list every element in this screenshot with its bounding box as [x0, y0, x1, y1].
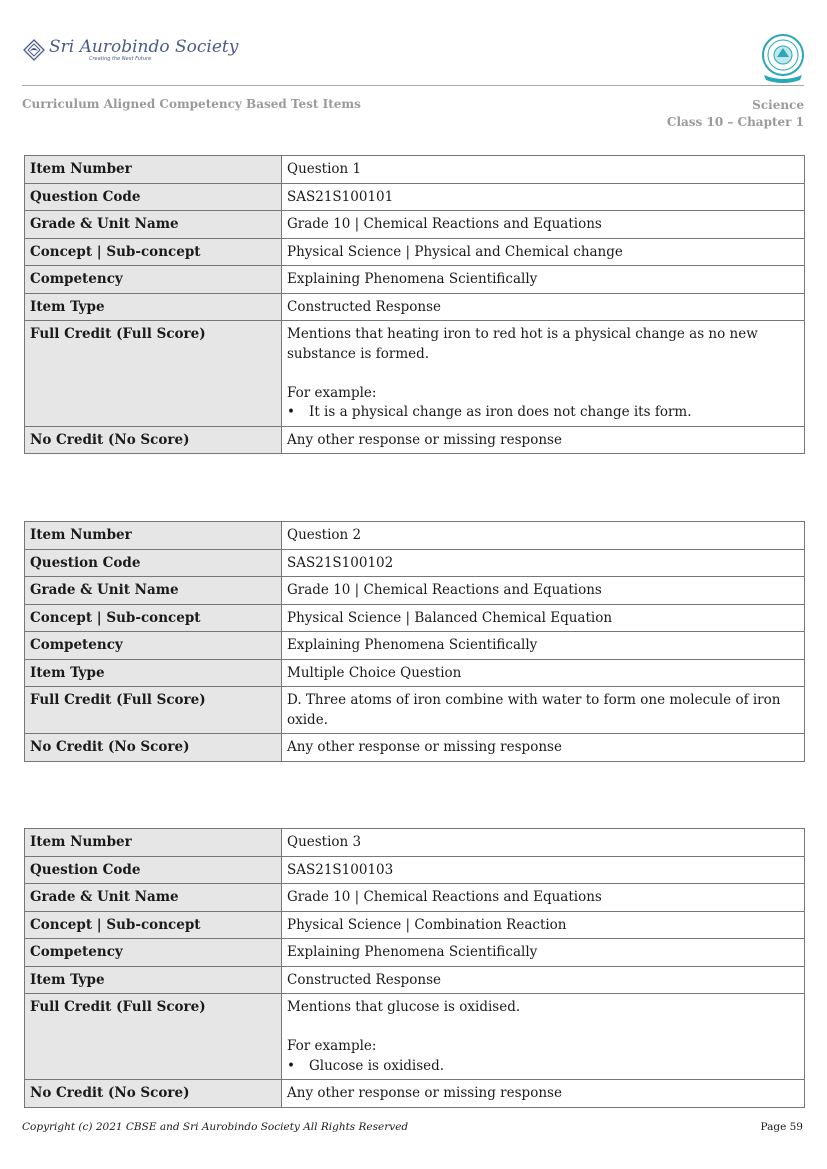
table-row — [25, 1080, 805, 1108]
page-number: Page 59 — [760, 1121, 803, 1133]
lotus-emblem-icon — [22, 38, 46, 62]
no-credit-value: Any other response or missing response — [282, 1080, 805, 1108]
item-type-value: Multiple Choice Question — [282, 659, 805, 687]
bullet-icon: • — [287, 1057, 295, 1074]
row-label: No Credit (No Score) — [25, 734, 282, 762]
item-type-value: Constructed Response — [282, 966, 805, 994]
cbse-seal-icon — [760, 33, 806, 83]
table-row — [25, 183, 805, 211]
table-row — [25, 734, 805, 762]
row-label: Competency — [25, 266, 282, 294]
row-label: Question Code — [25, 856, 282, 884]
row-label: Competency — [25, 632, 282, 660]
item-table-1 — [24, 155, 805, 454]
row-label: No Credit (No Score) — [25, 1080, 282, 1108]
table-row — [25, 604, 805, 632]
grade-unit-value: Grade 10 | Chemical Reactions and Equations — [282, 211, 805, 239]
table-row — [25, 994, 805, 1080]
table-row — [25, 321, 805, 427]
row-label: Grade & Unit Name — [25, 884, 282, 912]
example-text: It is a physical change as iron does not change its form. — [309, 404, 692, 420]
row-label: Question Code — [25, 549, 282, 577]
competency-value: Explaining Phenomena Scientifically — [282, 266, 805, 294]
full-credit-text: Mentions that glucose is oxidised. — [287, 999, 521, 1015]
table-row — [25, 426, 805, 454]
no-credit-value: Any other response or missing response — [282, 426, 805, 454]
table-row — [25, 911, 805, 939]
example-text: Glucose is oxidised. — [309, 1057, 445, 1074]
table-row — [25, 687, 805, 734]
question-code-value: SAS21S100102 — [282, 549, 805, 577]
full-credit-text: D. Three atoms of iron combine with water to form one molecule of iron oxide. — [287, 692, 781, 728]
row-label: Concept | Sub-concept — [25, 238, 282, 266]
item-type-value: Constructed Response — [282, 293, 805, 321]
full-credit-value — [282, 687, 805, 734]
row-label: Item Type — [25, 966, 282, 994]
row-label: Grade & Unit Name — [25, 211, 282, 239]
item-table-2 — [24, 521, 805, 762]
row-label: Concept | Sub-concept — [25, 604, 282, 632]
row-label: Item Type — [25, 293, 282, 321]
row-label: Full Credit (Full Score) — [25, 321, 282, 427]
table-row — [25, 549, 805, 577]
full-credit-value — [282, 994, 805, 1080]
bullet-icon: • — [287, 404, 295, 420]
question-code-value: SAS21S100103 — [282, 856, 805, 884]
table-row — [25, 293, 805, 321]
table-row — [25, 939, 805, 967]
example-bullet — [287, 403, 799, 423]
table-row — [25, 884, 805, 912]
row-label: Full Credit (Full Score) — [25, 687, 282, 734]
example-bullet — [287, 1057, 799, 1077]
concept-value: Physical Science | Physical and Chemical change — [282, 238, 805, 266]
row-label: Grade & Unit Name — [25, 577, 282, 605]
row-label: Concept | Sub-concept — [25, 911, 282, 939]
logo-name: Sri Aurobindo Society — [49, 37, 239, 57]
full-credit-value — [282, 321, 805, 427]
row-label: Item Number — [25, 156, 282, 184]
row-label: Competency — [25, 939, 282, 967]
table-row — [25, 211, 805, 239]
document-title: Curriculum Aligned Competency Based Test Items — [22, 97, 361, 111]
grade-unit-value: Grade 10 | Chemical Reactions and Equations — [282, 884, 805, 912]
item-number-value: Question 2 — [282, 522, 805, 550]
full-credit-text: Mentions that heating iron to red hot is a physical change as no new substance is formed. — [287, 326, 758, 362]
no-credit-value: Any other response or missing response — [282, 734, 805, 762]
table-row — [25, 577, 805, 605]
table-row — [25, 522, 805, 550]
table-row — [25, 829, 805, 857]
grade-unit-value: Grade 10 | Chemical Reactions and Equations — [282, 577, 805, 605]
table-row — [25, 156, 805, 184]
row-label: Full Credit (Full Score) — [25, 994, 282, 1080]
example-label: For example: — [287, 384, 377, 401]
item-number-value: Question 1 — [282, 156, 805, 184]
example-label: For example: — [287, 1038, 377, 1054]
item-number-value: Question 3 — [282, 829, 805, 857]
row-label: Item Number — [25, 522, 282, 550]
table-row — [25, 659, 805, 687]
header-divider — [22, 85, 804, 86]
row-label: No Credit (No Score) — [25, 426, 282, 454]
row-label: Item Type — [25, 659, 282, 687]
table-row — [25, 856, 805, 884]
competency-value: Explaining Phenomena Scientifically — [282, 939, 805, 967]
concept-value: Physical Science | Balanced Chemical Equation — [282, 604, 805, 632]
row-label: Item Number — [25, 829, 282, 857]
competency-value: Explaining Phenomena Scientifically — [282, 632, 805, 660]
table-row — [25, 266, 805, 294]
item-table-3 — [24, 828, 805, 1108]
logo-tagline: Creating the Next Future — [89, 56, 152, 62]
concept-value: Physical Science | Combination Reaction — [282, 911, 805, 939]
class-chapter-label: Class 10 – Chapter 1 — [666, 115, 804, 129]
sri-aurobindo-society-logo — [22, 38, 238, 62]
subject-label: Science — [752, 98, 804, 112]
row-label: Question Code — [25, 183, 282, 211]
subject-block — [667, 97, 804, 131]
footer-copyright: Copyright (c) 2021 CBSE and Sri Aurobindo Society All Rights Reserved — [22, 1121, 409, 1133]
table-row — [25, 966, 805, 994]
question-code-value: SAS21S100101 — [282, 183, 805, 211]
table-row — [25, 238, 805, 266]
table-row — [25, 632, 805, 660]
